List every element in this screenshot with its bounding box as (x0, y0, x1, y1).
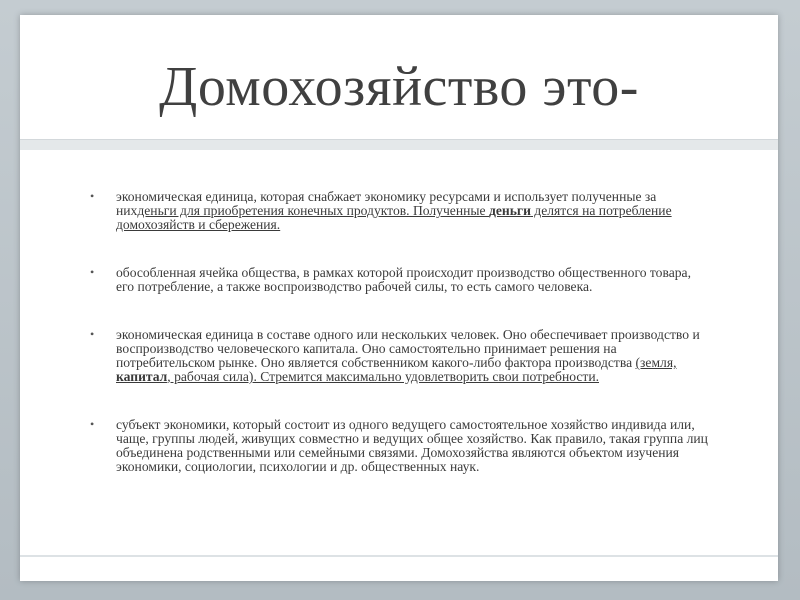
bullet-item-2 (90, 266, 710, 294)
bullet-text: субъект экономики, который состоит из одного ведущего самостоятельное хозяйство индивида или, чаще, группы людей, живущих совместно и ведущих общее хозяйство. Как правило, такая группа лиц объединена родственными или семейными связями. Домохозяйства являются объектом изучения экономики, социологии, психологии и др. общественных наук. (116, 417, 708, 474)
link-text[interactable]: капитал (116, 369, 168, 384)
link-text[interactable]: деньги (488, 203, 531, 218)
bullet-list (90, 190, 710, 508)
bullet-text: экономическая единица, которая снабжает экономику ресурсами и использует полученные за них (116, 189, 657, 218)
footer-strip (20, 557, 778, 581)
bullet-icon: • (90, 265, 95, 279)
bullet-text: обособленная ячейка общества, в рамках которой происходит производство общественного товара, его потребление, а также воспроизводство рабочей силы, то есть самого человека. (116, 265, 691, 294)
link-text[interactable]: делятся на потребление домохозяйств и сбережения. (116, 203, 672, 232)
link-text[interactable]: (земля, (635, 355, 677, 370)
slide-title: Домохозяйство это- (159, 56, 639, 118)
bullet-icon: • (90, 417, 95, 431)
title-band (20, 15, 778, 139)
link-text[interactable]: , рабочая сила). Стремится максимально удовлетворить свои потребности. (167, 369, 599, 384)
bullet-item-4 (90, 418, 710, 474)
bullet-icon: • (90, 189, 95, 203)
title-divider (20, 139, 778, 150)
link-text[interactable]: деньги для приобретения конечных продуктов. Полученные (137, 203, 489, 218)
bullet-item-1 (90, 190, 710, 232)
bullet-icon: • (90, 327, 95, 341)
bullet-text: экономическая единица в составе одного или нескольких человек. Оно обеспечивает производство и воспроизводство человеческого капитала. Оно самостоятельно принимает решения на потребительском рынке. Оно является собственником какого-либо фактора производства (116, 327, 700, 370)
bullet-item-3 (90, 328, 710, 384)
slide (20, 15, 778, 581)
